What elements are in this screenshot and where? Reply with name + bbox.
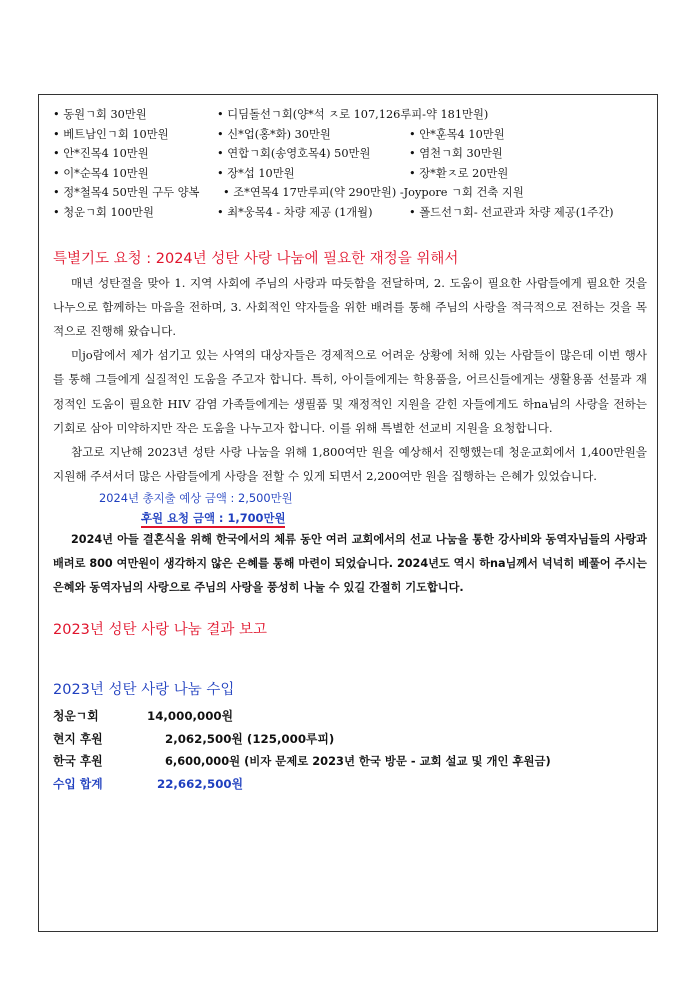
donor-row bbox=[53, 164, 647, 184]
income-value: 2,062,500원 (125,000루피) bbox=[165, 731, 335, 746]
donor-item: • 안*진목4 10만원 bbox=[53, 147, 149, 161]
donor-item: • 폴드선ㄱ회- 선교관과 차량 제공(1주간) bbox=[409, 205, 614, 219]
donor-row bbox=[53, 144, 647, 164]
income-table bbox=[53, 706, 647, 796]
donor-item: • 이*순목4 10만원 bbox=[53, 166, 149, 180]
donor-row bbox=[53, 203, 647, 223]
donor-item: • 장*환ㅈ로 20만원 bbox=[409, 166, 509, 180]
paragraph: 미jo람에서 제가 섬기고 있는 사역의 대상자들은 경제적으로 어려운 상황에 처해 있는 사람들이 많은데 이번 행사를 통해 그들에게 실질적인 도움을 주고자 합니다. 특히, 아이들에게는 학용품을, 어르신들에게는 생활용품 선물과 재정적인 도움이 필요한 HIV 감염 가족들에게는 생필품 및 재정적인 지원을 갇힌 자들에게도 하na님의 사랑을 전하는 기회로 삼아 미약하지만 작은 도움을 나누고자 합니다. 이를 위해 특별한 선교비 지원을 요청합니다. bbox=[53, 348, 647, 435]
donor-item: • 정*철목4 50만원 구두 양복 bbox=[53, 186, 200, 200]
income-value: 6,600,000원 (비자 문제로 2023년 한국 방문 - 교회 설교 및 개인 후원금) bbox=[165, 754, 551, 769]
support-request bbox=[53, 508, 647, 528]
document-frame bbox=[38, 94, 658, 932]
expected-expense: 2024년 총지출 예상 금액 : 2,500만원 bbox=[99, 491, 293, 506]
donor-item: • 연합ㄱ회(송영호목4) 50만원 bbox=[217, 147, 371, 161]
donor-item: • 조*연목4 17만루피(약 290만원) -Joypore ㄱ회 건축 지원 bbox=[223, 186, 524, 200]
donor-item: • 베트남인ㄱ회 10만원 bbox=[53, 127, 169, 141]
income-row bbox=[53, 729, 647, 752]
support-request-amount: 후원 요청 금액 : 1,700만원 bbox=[141, 511, 285, 528]
income-row bbox=[53, 751, 647, 774]
paragraph: 매년 성탄절을 맞아 1. 지역 사회에 주님의 사랑과 따듯함을 전달하며, 2. 도움이 필요한 사람들에게 필요한 것을 나누으로 함께하는 마음을 전하며, 3. 사회적인 약자들을 위한 배려를 통해 주님의 사랑을 적극적으로 전하는 것을 목적으로 진행해 왔습니다. bbox=[53, 275, 647, 338]
income-label: 현지 후원 bbox=[53, 731, 103, 746]
report-heading: 2023년 성탄 사랑 나눔 결과 보고 bbox=[53, 622, 268, 639]
donor-item: • 안*훈목4 10만원 bbox=[409, 127, 505, 141]
donor-row bbox=[53, 105, 647, 125]
donor-item: • 염천ㄱ회 30만원 bbox=[409, 147, 503, 161]
donor-item: • 청운ㄱ회 100만원 bbox=[53, 205, 154, 219]
income-heading: 2023년 성탄 사랑 나눔 수입 bbox=[53, 682, 235, 699]
income-row bbox=[53, 706, 647, 729]
bold-paragraph: 2024년 아들 결혼식을 위해 한국에서의 체류 동안 여러 교회에서의 선교 나눔을 통한 강사비와 동역자님들의 사랑과 배려로 800 여만원이 생각하지 않은 은혜를 통해 마련이 되었습니다. 2024년도 역시 하na님께서 넉넉히 베풀어 주시는 은혜와 동역자님의 사랑으로 주님의 사랑을 풍성히 나눌 수 있길 간절히 기도합니다. bbox=[53, 533, 647, 595]
income-total-value: 22,662,500원 bbox=[157, 776, 244, 791]
donor-item: • 장*섭 10만원 bbox=[217, 166, 295, 180]
donor-item: • 최*웅목4 - 차량 제공 (1개월) bbox=[217, 205, 373, 219]
donor-list bbox=[53, 105, 647, 223]
donor-row bbox=[53, 125, 647, 145]
paragraph: 참고로 지난해 2023년 성탄 사랑 나눔을 위해 1,800여만 원을 예상해서 진행했는데 청운교회에서 1,400만원을 지원해 주셔서더 많은 사람들에게 사랑을 전할 수 있게 되면서 2,200여만 원을 집행하는 은혜가 있었습니다. bbox=[53, 444, 647, 484]
donor-item: • 동원ㄱ회 30만원 bbox=[53, 108, 147, 121]
income-label: 한국 후원 bbox=[53, 754, 103, 769]
donor-row bbox=[53, 183, 647, 203]
special-prayer-heading: 특별기도 요청 : 2024년 성탄 사랑 나눔에 필요한 재정을 위해서 bbox=[53, 250, 459, 267]
document-body bbox=[53, 105, 647, 921]
income-total-label: 수입 합계 bbox=[53, 776, 103, 791]
income-value: 14,000,000원 bbox=[147, 709, 234, 724]
donor-item: • 디딤돌선ㄱ회(양*석 ㅈ로 107,126루피-약 181만원) bbox=[217, 108, 489, 121]
donor-item: • 신*업(홍*화) 30만원 bbox=[217, 127, 331, 141]
income-label: 청운ㄱ회 bbox=[53, 709, 99, 724]
income-row bbox=[53, 774, 647, 797]
